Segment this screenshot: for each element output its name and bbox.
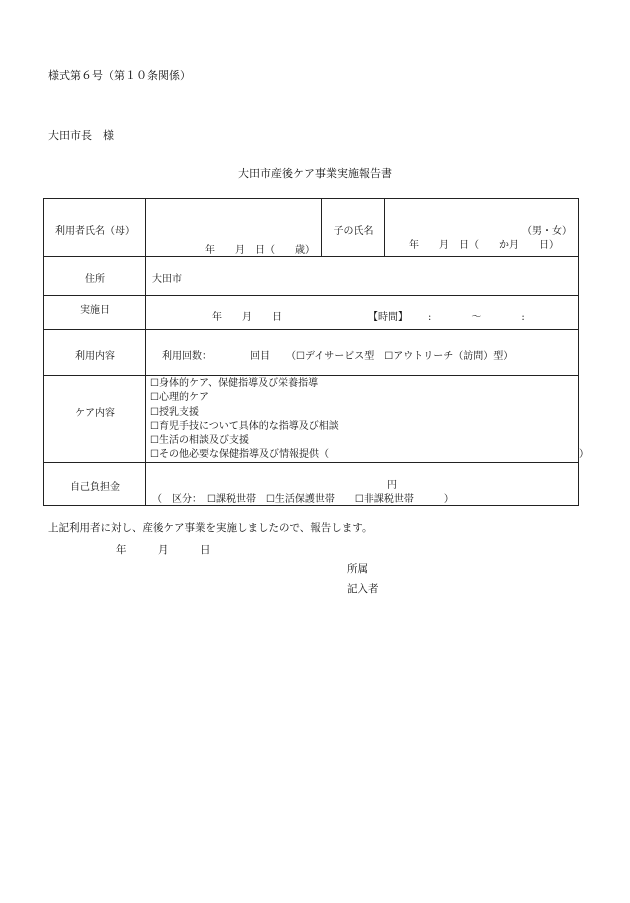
time-label: 【時間】 bbox=[368, 312, 408, 323]
footer-recorder: 記入者 bbox=[347, 583, 379, 595]
care-item-other[interactable]: ☐その他必要な保健指導及び情報提供（ ） bbox=[150, 449, 589, 461]
care-item-psychological[interactable]: ☐心理的ケア bbox=[150, 392, 209, 404]
footer-note: 上記利用者に対し、産後ケア事業を実施しましたので、報告します。 bbox=[48, 522, 373, 534]
row-user-name bbox=[44, 199, 579, 257]
date-label: 実施日 bbox=[80, 305, 110, 316]
child-name-field[interactable] bbox=[385, 199, 579, 257]
address-field[interactable] bbox=[146, 257, 579, 296]
row-usage bbox=[44, 330, 579, 376]
usage-label: 利用内容 bbox=[75, 351, 115, 362]
child-name-label-cell bbox=[322, 199, 385, 257]
footer-date: 年 月 日 bbox=[116, 544, 211, 556]
care-label: ケア内容 bbox=[75, 408, 115, 419]
usage-field[interactable] bbox=[146, 330, 579, 376]
usage-count-label: 利用回数： bbox=[162, 351, 212, 362]
care-item-childcare-guidance[interactable]: ☐育児手技について具体的な指導及び相談 bbox=[150, 420, 339, 432]
usage-type-hint: （☐デイサービス型 ☐アウトリーチ（訪問）型） bbox=[286, 351, 514, 362]
user-name-label: 利用者氏名（母） bbox=[55, 226, 135, 237]
address-label: 住所 bbox=[85, 274, 105, 285]
date-field[interactable] bbox=[146, 296, 579, 330]
copay-unit: 円 bbox=[387, 480, 397, 491]
date-label-cell bbox=[44, 296, 146, 330]
care-field bbox=[146, 376, 589, 463]
user-birth-hint: 年 月 日（ 歳） bbox=[205, 245, 315, 256]
document-title: 大田市産後ケア事業実施報告書 bbox=[238, 167, 392, 180]
copay-label-cell bbox=[44, 463, 146, 506]
care-item-physical[interactable]: ☐身体的ケア、保健指導及び栄養指導 bbox=[150, 378, 319, 389]
time-hint: : ～ : bbox=[428, 312, 525, 323]
user-name-field[interactable] bbox=[146, 199, 322, 257]
row-care bbox=[44, 376, 579, 463]
address-value: 大田市 bbox=[152, 274, 182, 285]
row-address bbox=[44, 257, 579, 296]
usage-label-cell bbox=[44, 330, 146, 376]
care-item-life-support[interactable]: ☐生活の相談及び支援 bbox=[150, 435, 249, 447]
care-checklist bbox=[150, 377, 589, 463]
child-birth-hint: 年 月 日（ か月 日） bbox=[409, 240, 559, 251]
row-copay bbox=[44, 463, 579, 506]
user-name-label-cell bbox=[44, 199, 146, 257]
row-date bbox=[44, 296, 579, 330]
usage-count-unit: 回目 bbox=[250, 351, 270, 362]
form-number: 様式第６号（第１０条関係） bbox=[48, 69, 191, 82]
addressee: 大田市長 様 bbox=[48, 129, 114, 142]
care-label-cell bbox=[44, 376, 146, 463]
child-sex-hint: （男・女） bbox=[522, 226, 572, 237]
copay-label: 自己負担金 bbox=[70, 482, 120, 493]
copay-category: （ 区分： ☐課税世帯 ☐生活保護世帯 ☐非課税世帯 ） bbox=[152, 494, 454, 505]
child-name-label: 子の氏名 bbox=[333, 226, 374, 237]
report-table bbox=[43, 198, 589, 506]
date-hint: 年 月 日 bbox=[212, 312, 282, 323]
footer-affiliation: 所属 bbox=[347, 563, 368, 575]
address-label-cell bbox=[44, 257, 146, 296]
copay-field[interactable] bbox=[146, 463, 579, 506]
care-item-breastfeeding[interactable]: ☐授乳支援 bbox=[150, 406, 199, 418]
